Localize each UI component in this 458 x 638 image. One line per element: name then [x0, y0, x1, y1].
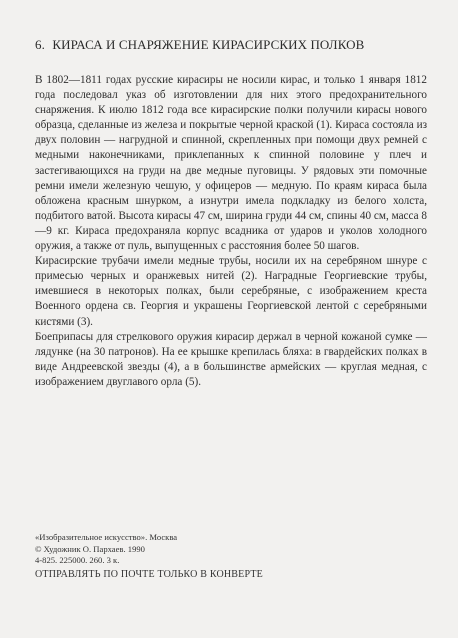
- section-number: 6.: [35, 37, 45, 52]
- paragraph-trumpeters: Кирасирские трубачи имели медные трубы, носили их на серебряном шнуре с примесью черных и оранжевых нитей (2). Наградные Георгиевские трубы, имевшиеся в некоторых полках, были серебряные, с изображением креста Военного ордена св. Георгия и украшены Георгиевской лентой с серебряными кистями (3).: [35, 255, 427, 328]
- paragraph-ammunition: Боеприпасы для стрелкового оружия кирасир держал в черной кожаной сумке — лядунке (на 30 патронов). На ее крышке крепилась бляха: в гвардейских полках в виде Андреевской звезды (4), а в большинстве армейских — круглая медная, с изображением двуглавого орла (5).: [35, 330, 427, 388]
- mailing-notice: ОТПРАВЛЯТЬ ПО ПОЧТЕ ТОЛЬКО В КОНВЕРТЕ: [35, 568, 263, 580]
- paragraph-cuirass: В 1802—1811 годах русские кирасиры не носили кирас, и только 1 января 1812 года последовал указ об изготовлении для них этого предохранительного снаряжения. К июлю 1812 года все кирасирские полки получили кирасы нового образца, сделанные из железа и покрытые черной краской (1). Кираса состояла из двух половин — нагрудной и спинной, скрепленных при помощи двух ремней с медными наконечниками, приклепанных к спинной половине у плеч и застегивающихся на груди на две медные пуговицы. У рядовых эти помочные ремни имели железную чешую, у офицеров — медную. По краям кираса была обложена красным шнурком, а изнутри имела подкладку из белого холста, подбитого ватой. Высота кирасы 47 см, ширина груди 44 см, спины 40 см, масса 8—9 кг. Кираса предохраняла корпус всадника от ударов и уколов холодного оружия, а также от пуль, выпущенных с расстояния более 50 шагов.: [35, 74, 427, 253]
- publisher-line: «Изобразительное искусство». Москва: [35, 532, 178, 542]
- copyright-line: © Художник О. Пархаев. 1990: [35, 543, 145, 554]
- section-title: КИРАСА И СНАРЯЖЕНИЕ КИРАСИРСКИХ ПОЛКОВ: [52, 37, 365, 52]
- body-text: [35, 73, 427, 390]
- imprint-footer: [35, 532, 415, 581]
- print-codes-line: 4-825. 225000. 260. 3 к.: [35, 555, 120, 566]
- section-heading: [35, 37, 435, 53]
